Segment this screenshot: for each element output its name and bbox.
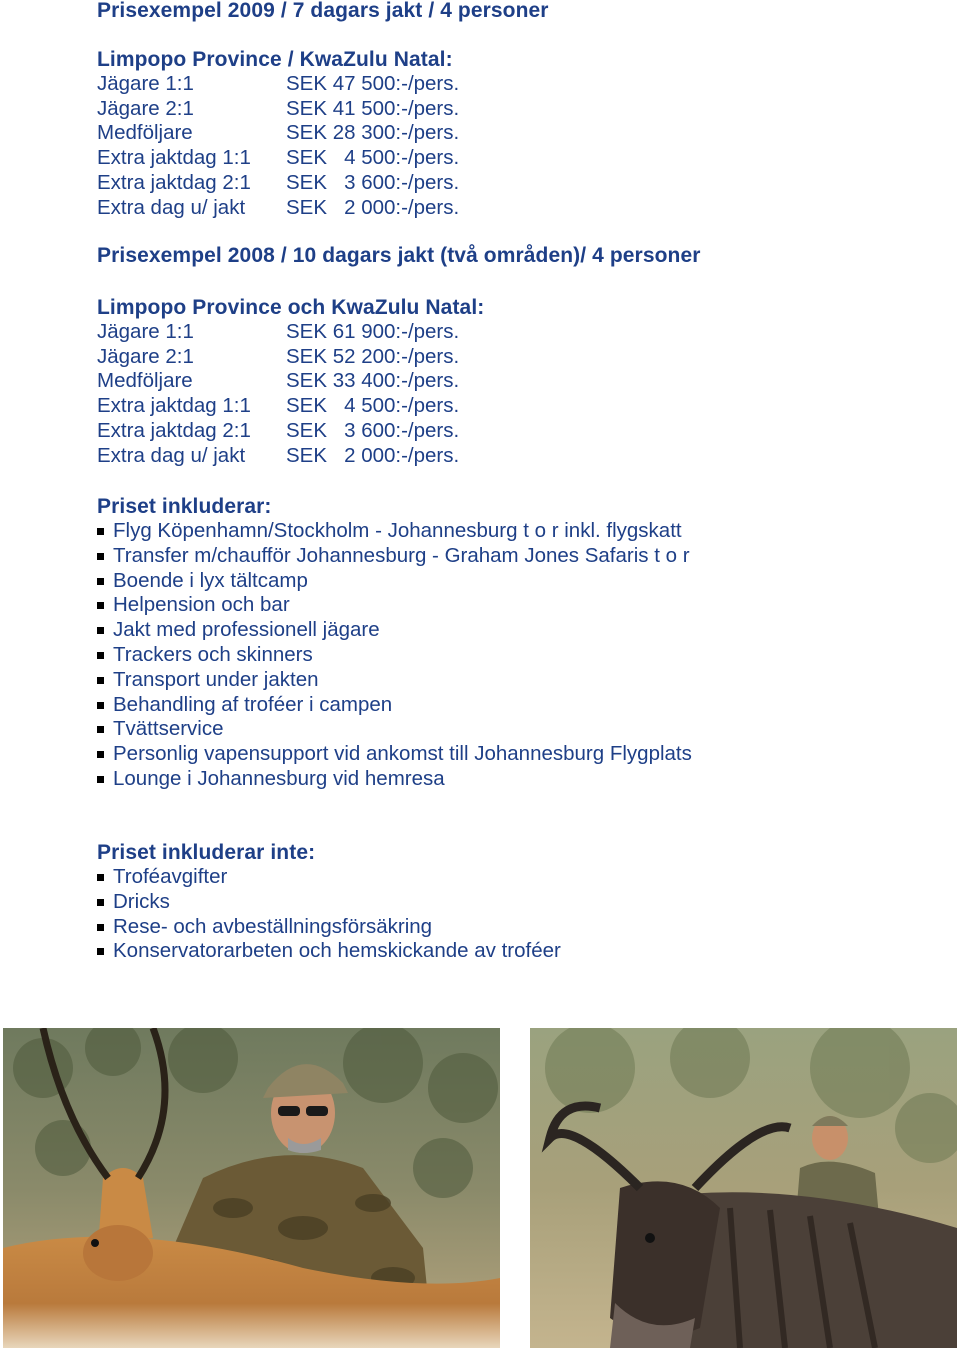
price-table-2009 [97, 47, 937, 220]
row-label: Extra jaktdag 2:1 [97, 418, 251, 442]
list-item [97, 717, 937, 742]
bullet-square-icon [97, 652, 104, 659]
row-label: Medföljare [97, 369, 193, 393]
list-item-text: Tvättservice [113, 717, 224, 741]
row-value: SEK 41 500:-/pers. [286, 96, 460, 120]
price-row [97, 72, 937, 97]
bullet-square-icon [97, 553, 104, 560]
row-value: SEK 2 000:-/pers. [286, 195, 460, 219]
row-label: Extra dag u/ jakt [97, 195, 246, 219]
list-item [97, 593, 937, 618]
row-value: SEK 61 900:-/pers. [286, 320, 460, 343]
bullet-square-icon [97, 627, 104, 634]
bullet-square-icon [97, 924, 104, 931]
bullet-square-icon [97, 677, 104, 684]
bullet-square-icon [97, 899, 104, 906]
price-example-2008-title: Prisexempel 2008 / 10 dagars jakt (två områden)/ 4 personer [97, 244, 701, 267]
list-item-text: Boende i lyx tältcamp [113, 568, 308, 592]
bullet-square-icon [97, 528, 104, 535]
row-label: Jägare 2:1 [97, 344, 194, 368]
list-item [97, 939, 937, 964]
bullet-square-icon [97, 726, 104, 733]
list-item [97, 890, 937, 915]
row-label: Extra jaktdag 1:1 [97, 146, 251, 170]
list-item-text: Lounge i Johannesburg vid hemresa [113, 766, 445, 790]
photo-hunter-with-wildebeest [530, 1028, 957, 1348]
row-value: SEK 52 200:-/pers. [286, 344, 460, 368]
bullet-square-icon [97, 948, 104, 955]
price-row [97, 345, 937, 370]
row-label: Extra dag u/ jakt [97, 443, 246, 467]
list-item-text: Flyg Köpenhamn/Stockholm - Johannesburg t o r inkl. flygskatt [113, 519, 682, 542]
list-item-text: Konservatorarbeten och hemskickande av troféer [113, 939, 561, 963]
row-value: SEK 3 600:-/pers. [286, 170, 460, 194]
list-item [97, 544, 937, 569]
bullet-square-icon [97, 751, 104, 758]
price-row [97, 320, 937, 345]
list-item [97, 693, 937, 718]
list-item [97, 668, 937, 693]
list-item [97, 519, 937, 544]
included-heading: Priset inkluderar: [97, 495, 272, 518]
list-item-text: Behandling af troféer i campen [113, 692, 393, 716]
row-value: SEK 2 000:-/pers. [286, 443, 460, 467]
row-value: SEK 4 500:-/pers. [286, 146, 460, 170]
price-row [97, 419, 937, 444]
list-item [97, 569, 937, 594]
list-item-text: Transfer m/chaufför Johannesburg - Graham Jones Safaris t o r [113, 543, 690, 567]
price-row [97, 97, 937, 122]
bullet-square-icon [97, 702, 104, 709]
list-item-text: Jakt med professionell jägare [113, 618, 380, 642]
list-item-text: Dricks [113, 889, 170, 913]
list-item [97, 865, 937, 890]
list-item [97, 643, 937, 668]
row-value: SEK 47 500:-/pers. [286, 72, 460, 95]
price-row [97, 369, 937, 394]
row-value: SEK 28 300:-/pers. [286, 121, 460, 145]
price-example-2009-title: Prisexempel 2009 / 7 dagars jakt / 4 personer [97, 0, 549, 22]
included-list [97, 519, 937, 792]
price-row [97, 444, 937, 469]
row-label: Jägare 1:1 [97, 320, 194, 343]
not-included-section [97, 840, 937, 964]
list-item-text: Transport under jakten [113, 667, 319, 691]
row-value: SEK 3 600:-/pers. [286, 418, 460, 442]
price-row [97, 146, 937, 171]
list-item [97, 618, 937, 643]
photo-hunter-with-impala [3, 1028, 500, 1348]
row-value: SEK 33 400:-/pers. [286, 369, 460, 393]
row-label: Jägare 1:1 [97, 72, 194, 95]
row-value: SEK 4 500:-/pers. [286, 394, 460, 418]
price-row [97, 196, 937, 221]
row-label: Extra jaktdag 2:1 [97, 170, 251, 194]
not-included-list [97, 865, 937, 964]
price-row [97, 121, 937, 146]
row-label: Jägare 2:1 [97, 96, 194, 120]
list-item-text: Rese- och avbeställningsförsäkring [113, 914, 433, 938]
not-included-heading: Priset inkluderar inte: [97, 841, 316, 864]
price-table-2008 [97, 295, 937, 468]
region-2009-heading: Limpopo Province / KwaZulu Natal: [97, 48, 453, 71]
price-row [97, 171, 937, 196]
row-label: Extra jaktdag 1:1 [97, 394, 251, 418]
list-item-text: Trackers och skinners [113, 642, 313, 666]
bullet-square-icon [97, 578, 104, 585]
bullet-square-icon [97, 874, 104, 881]
list-item [97, 767, 937, 792]
list-item [97, 915, 937, 940]
list-item-text: Troféavgifter [113, 865, 228, 888]
included-section [97, 494, 937, 792]
bullet-square-icon [97, 776, 104, 783]
price-example-2008 [97, 244, 937, 268]
list-item-text: Helpension och bar [113, 593, 290, 617]
bullet-square-icon [97, 602, 104, 609]
list-item [97, 742, 937, 767]
row-label: Medföljare [97, 121, 193, 145]
list-item-text: Personlig vapensupport vid ankomst till Johannesburg Flygplats [113, 742, 692, 766]
price-row [97, 394, 937, 419]
region-2008-heading: Limpopo Province och KwaZulu Natal: [97, 296, 485, 319]
